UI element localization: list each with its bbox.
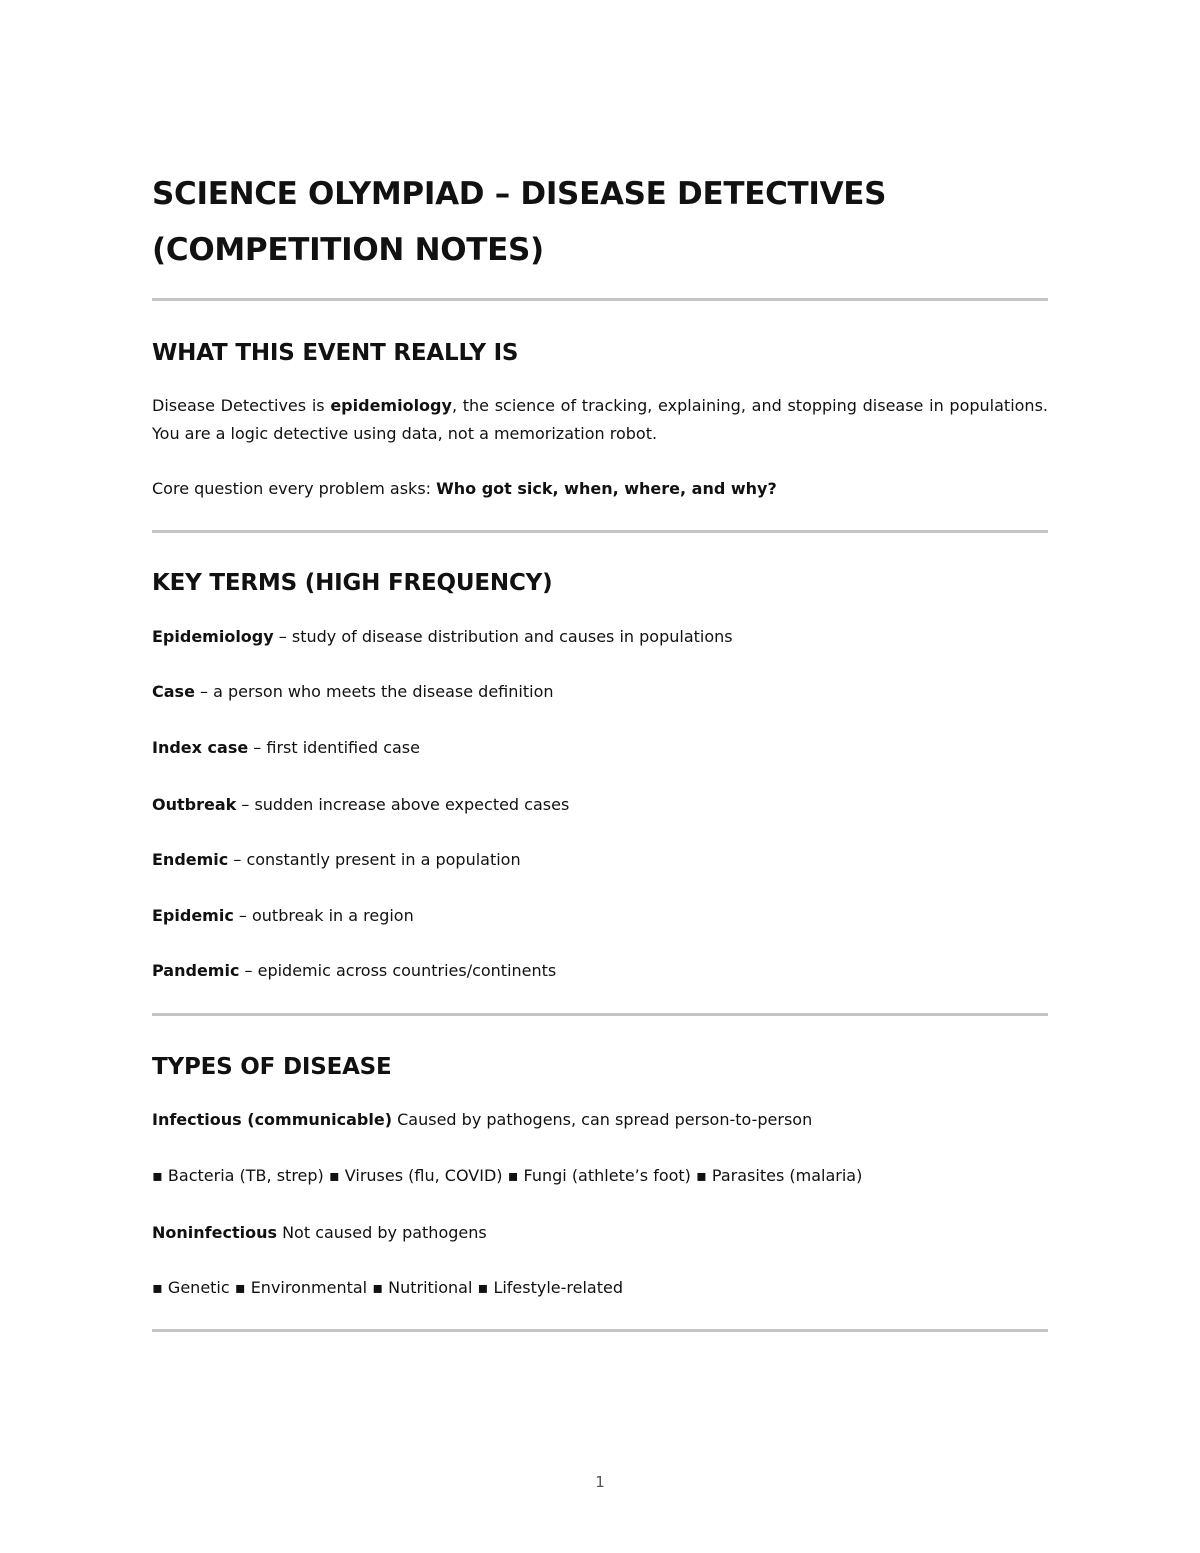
- section-divider: [152, 1013, 1048, 1016]
- section-heading-terms: KEY TERMS (HIGH FREQUENCY): [152, 570, 553, 596]
- term-item: [152, 846, 1048, 874]
- term-definition: – first identified case: [248, 738, 420, 757]
- section-heading-types: TYPES OF DISEASE: [152, 1054, 392, 1080]
- term-label: Epidemic: [152, 906, 234, 925]
- term-definition: – epidemic across countries/continents: [239, 961, 557, 980]
- intro-text-start: Disease Detectives is: [152, 396, 331, 415]
- term-item: [152, 678, 1048, 706]
- section-heading-what: WHAT THIS EVENT REALLY IS: [152, 340, 519, 366]
- document-title: SCIENCE OLYMPIAD – DISEASE DETECTIVES (COMPETITION NOTES): [152, 176, 887, 268]
- term-label: Outbreak: [152, 795, 237, 814]
- term-label: Epidemiology: [152, 627, 274, 646]
- term-item: [152, 734, 1048, 762]
- term-label: Case: [152, 682, 195, 701]
- term-item: [152, 791, 1048, 819]
- term-label: Index case: [152, 738, 249, 757]
- page-number: 1: [595, 1473, 605, 1491]
- infectious-label: Infectious (communicable): [152, 1110, 393, 1129]
- noninfectious-label: Noninfectious: [152, 1223, 277, 1242]
- term-definition: – a person who meets the disease definition: [194, 682, 554, 701]
- infectious-list: ▪ Bacteria (TB, strep) ▪ Viruses (flu, COVID) ▪ Fungi (athlete’s foot) ▪ Parasites (malaria): [152, 1166, 863, 1185]
- term-label: Endemic: [152, 850, 229, 869]
- section-divider: [152, 1329, 1048, 1332]
- intro-keyword: epidemiology: [330, 396, 452, 415]
- intro-paragraph: [152, 392, 1048, 448]
- term-item: [152, 957, 1048, 985]
- infectious-description: Caused by pathogens, can spread person-to-person: [392, 1110, 813, 1129]
- core-question-paragraph: [152, 475, 1048, 503]
- core-question-text: Who got sick, when, where, and why?: [436, 479, 777, 498]
- term-definition: – constantly present in a population: [228, 850, 521, 869]
- core-question-label: Core question every problem asks:: [152, 479, 437, 498]
- section-divider: [152, 298, 1048, 301]
- term-item: [152, 623, 1048, 651]
- term-item: [152, 902, 1048, 930]
- noninfectious-list: ▪ Genetic ▪ Environmental ▪ Nutritional ▪ Lifestyle-related: [152, 1278, 624, 1297]
- noninfectious-paragraph: [152, 1219, 1048, 1247]
- infectious-paragraph: [152, 1106, 1048, 1134]
- section-divider: [152, 530, 1048, 533]
- intro-text-end: , the science of tracking, explaining, and stopping disease in populations. You are a logic detective using data, not a memorization robot.: [152, 396, 1048, 443]
- term-definition: – outbreak in a region: [233, 906, 414, 925]
- term-label: Pandemic: [152, 961, 240, 980]
- noninfectious-description: Not caused by pathogens: [276, 1223, 487, 1242]
- term-definition: – sudden increase above expected cases: [236, 795, 570, 814]
- term-definition: – study of disease distribution and causes in populations: [273, 627, 733, 646]
